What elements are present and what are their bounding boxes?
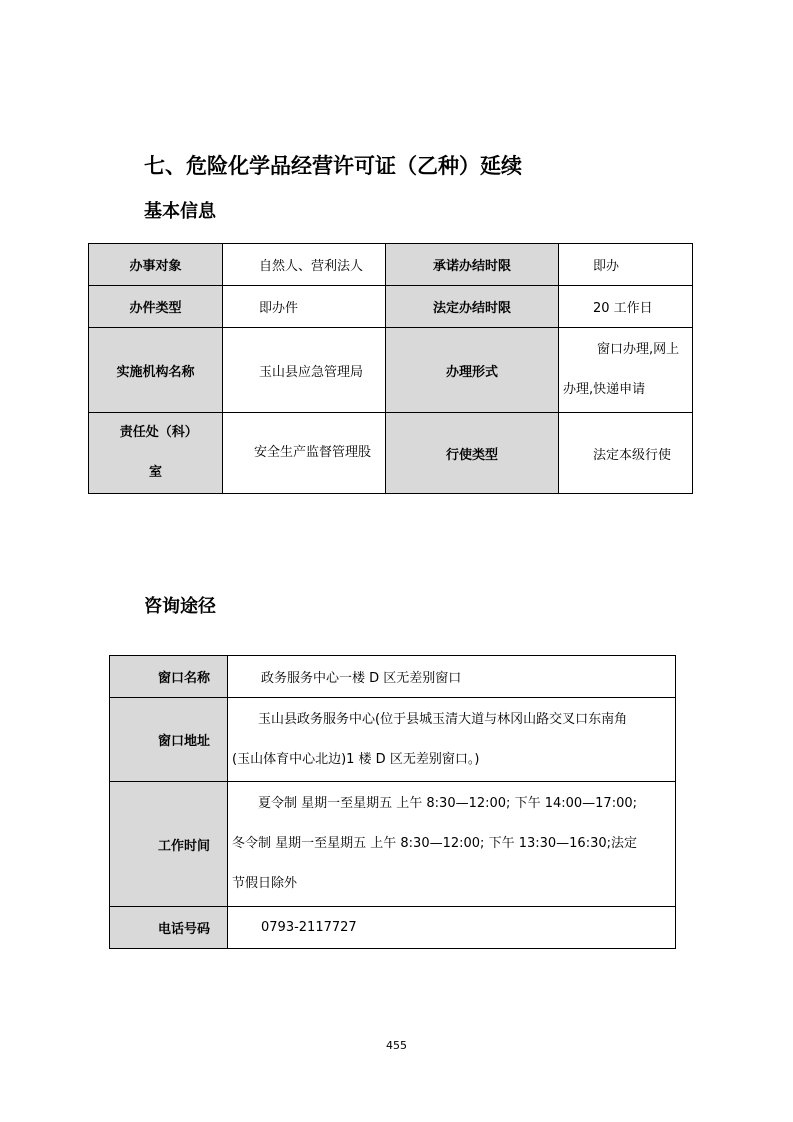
table-row [110,907,676,949]
label-responsible-office: 责任处（科）室 [89,413,223,494]
value-exercise-type: 法定本级行使 [559,413,693,494]
label-handling-form: 办理形式 [386,328,559,413]
value-legal-time-limit: 20 工作日 [559,286,693,328]
table-row [89,328,693,413]
label-window-address: 窗口地址 [110,698,228,782]
basic-info-heading: 基本信息 [144,201,216,222]
label-working-hours: 工作时间 [110,782,228,907]
table-row [89,244,693,286]
value-window-address [228,698,676,782]
label-promised-time-limit: 承诺办结时限 [386,244,559,286]
label-legal-time-limit: 法定办结时限 [386,286,559,328]
page-number: 455 [386,1039,407,1052]
basic-info-table [88,243,693,494]
value-target: 自然人、营利法人 [223,244,386,286]
consultation-heading: 咨询途径 [144,596,216,617]
hours-line-2: 冬令制 星期一至星期五 上午 8:30—12:00; 下午 13:30—16:30;法定 [232,836,638,851]
value-working-hours [228,782,676,907]
table-row [110,782,676,907]
label-case-type: 办件类型 [89,286,223,328]
consultation-table [109,655,676,949]
label-phone-number: 电话号码 [110,907,228,949]
table-row [89,413,693,494]
value-responsible-office: 安全生产监督管理股 [223,413,386,494]
value-promised-time-limit: 即办 [559,244,693,286]
table-row [110,656,676,698]
address-line-1: 玉山县政务服务中心(位于县城玉清大道与林冈山路交叉口东南角 [258,711,628,727]
page-title: 七、危险化学品经营许可证（乙种）延续 [144,154,522,178]
hours-line-3: 节假日除外 [232,876,298,891]
address-line-2: (玉山体育中心北边)1 楼 D 区无差别窗口。) [232,751,480,767]
value-handling-form: 窗口办理,网上办理,快递申请 [559,328,693,413]
value-window-name: 政务服务中心一楼 D 区无差别窗口 [228,656,676,698]
table-row [89,286,693,328]
label-window-name: 窗口名称 [110,656,228,698]
value-phone-number: 0793-2117727 [228,907,676,949]
label-agency-name: 实施机构名称 [89,328,223,413]
value-agency-name: 玉山县应急管理局 [223,328,386,413]
table-row [110,698,676,782]
value-case-type: 即办件 [223,286,386,328]
label-target: 办事对象 [89,244,223,286]
hours-line-1: 夏令制 星期一至星期五 上午 8:30—12:00; 下午 14:00—17:00; [258,796,638,811]
label-exercise-type: 行使类型 [386,413,559,494]
